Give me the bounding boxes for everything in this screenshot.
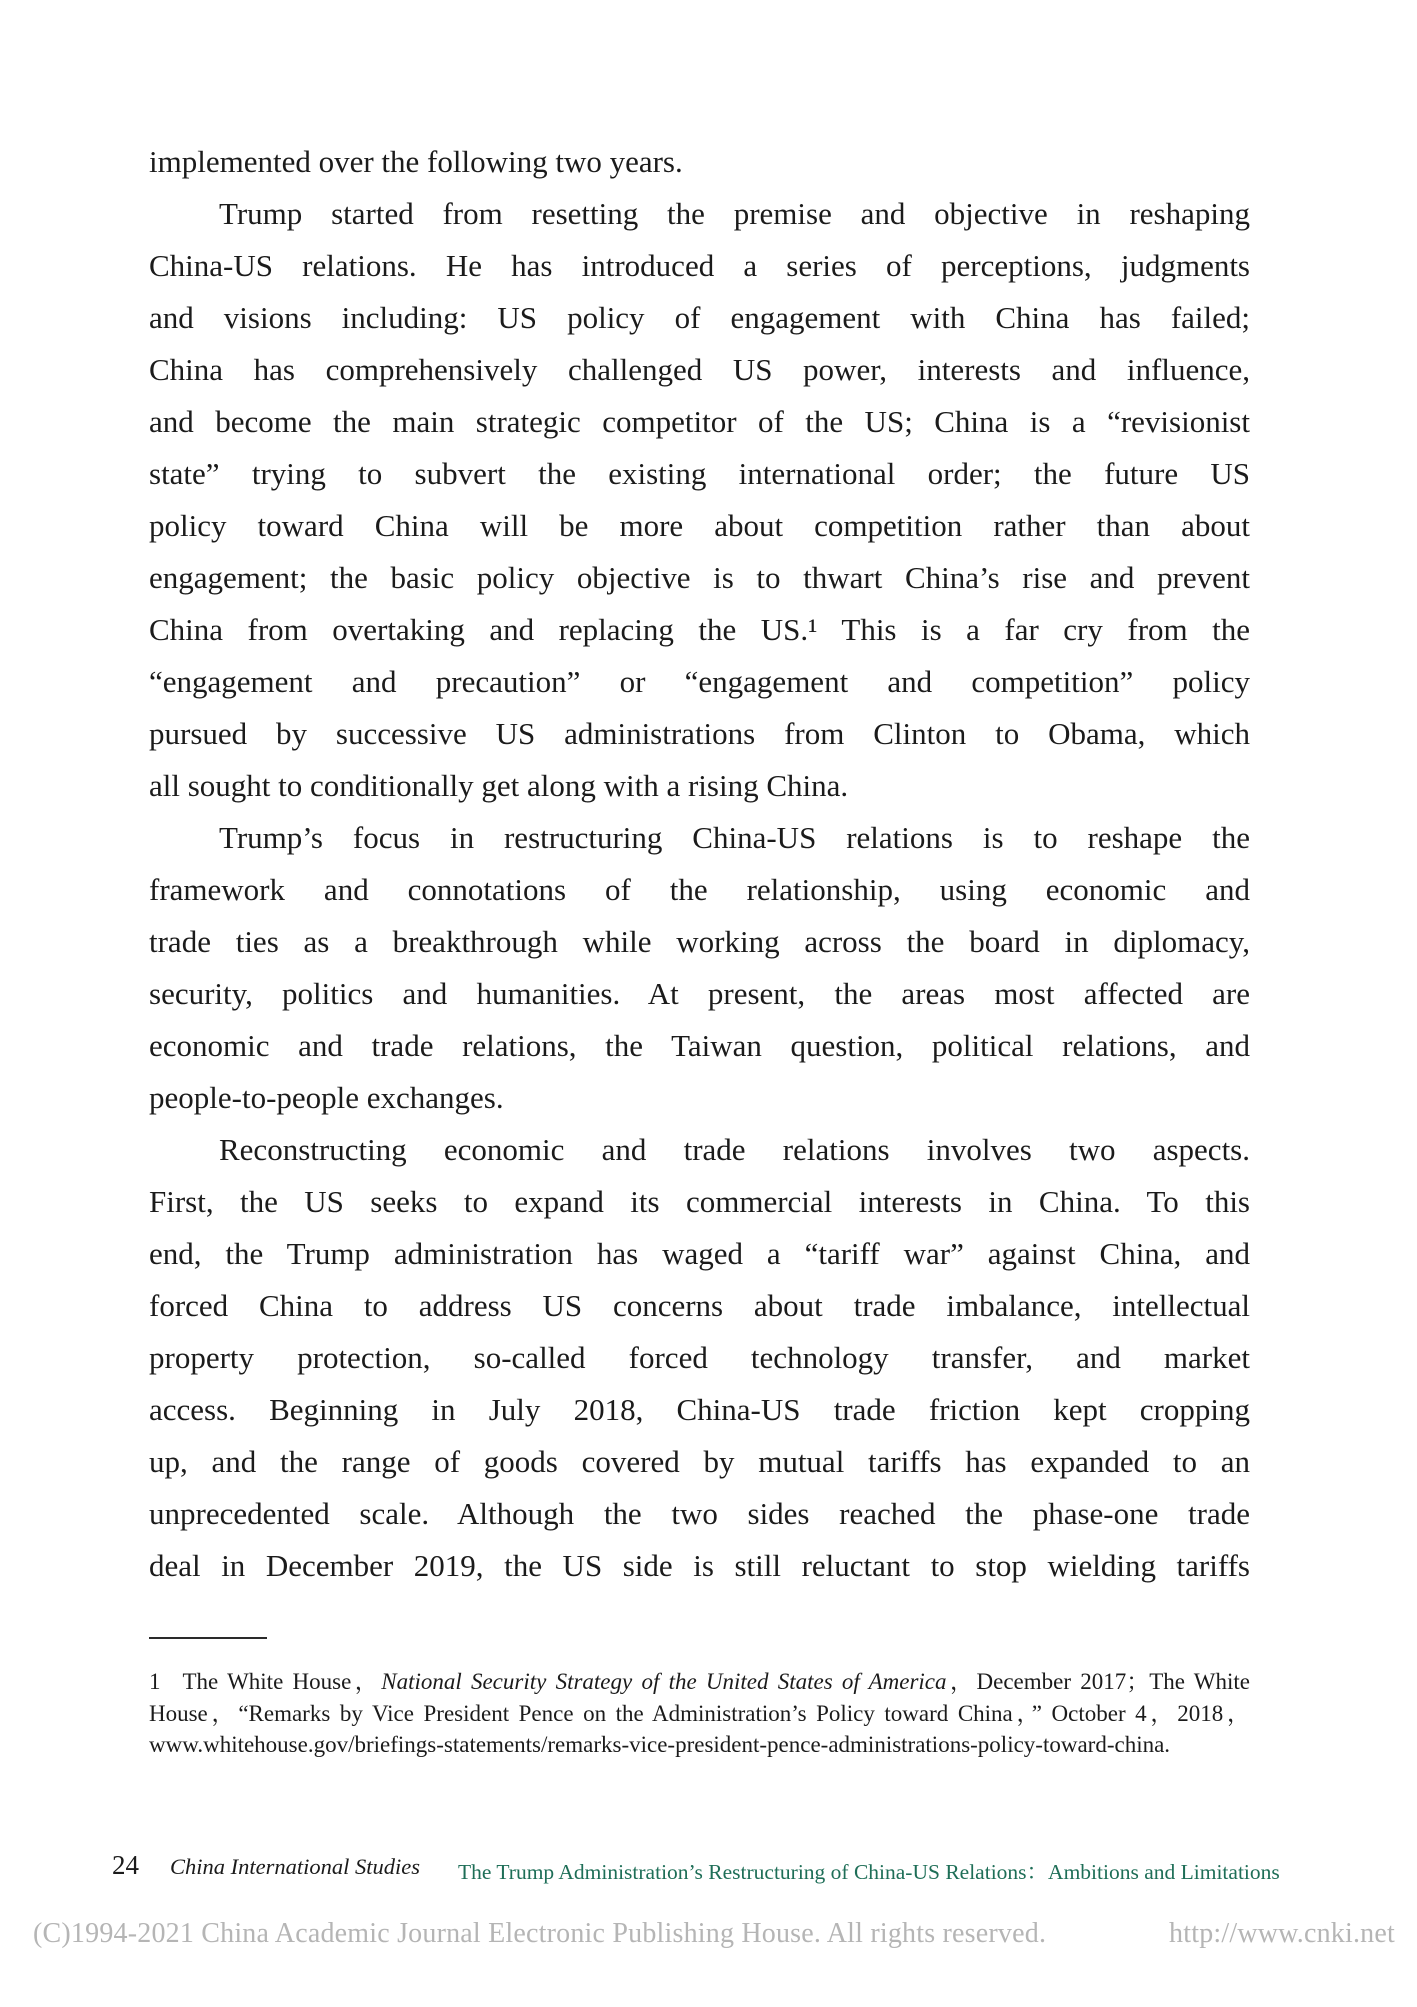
body-line: China-US relations. He has introduced a series of perceptions, judgments — [149, 248, 1250, 283]
body-line: framework and connotations of the relationship, using economic and — [149, 872, 1250, 907]
body-line: First, the US seeks to expand its commercial interests in China. To this — [149, 1184, 1250, 1219]
body-line: economic and trade relations, the Taiwan question, political relations, and — [149, 1028, 1250, 1063]
page-footer — [0, 1850, 1417, 1892]
footer-article-title: The Trump Administration’s Restructuring of China-US Relations：Ambitions and Limitations — [458, 1860, 1280, 1884]
body-line: state” trying to subvert the existing international order; the future US — [149, 456, 1250, 491]
body-line: policy toward China will be more about competition rather than about — [149, 508, 1250, 543]
footnote-divider — [149, 1637, 267, 1639]
body-line: Trump started from resetting the premise and objective in reshaping — [219, 196, 1250, 231]
body-line: and visions including: US policy of engagement with China has failed; — [149, 300, 1250, 335]
copyright-line — [33, 1918, 1395, 1950]
body-line: people-to-people exchanges. — [149, 1080, 504, 1115]
body-line: “engagement and precaution” or “engagement and competition” policy — [149, 664, 1250, 699]
footnote — [149, 1666, 1250, 1761]
body-line: deal in December 2019, the US side is still reluctant to stop wielding tariffs — [149, 1548, 1250, 1583]
body-line: up, and the range of goods covered by mutual tariffs has expanded to an — [149, 1444, 1250, 1479]
footnote-marker: 1 — [149, 1669, 161, 1694]
body-line: all sought to conditionally get along with a rising China. — [149, 768, 849, 803]
body-line: unprecedented scale. Although the two sides reached the phase-one trade — [149, 1496, 1250, 1531]
body-line: property protection, so-called forced technology transfer, and market — [149, 1340, 1250, 1375]
body-line: pursued by successive US administrations from Clinton to Obama, which — [149, 716, 1250, 751]
footnote-text-rest: ，December 2017；The White House，“Remarks by Vice President Pence on the Administration’s Policy toward China，” October 4，2018，www.whitehouse.gov/briefings-statements/remarks-vice-president-pence-administrations-policy-toward-china. — [149, 1669, 1250, 1757]
copyright-text: (C)1994-2021 China Academic Journal Electronic Publishing House. All rights reserved. — [33, 1918, 1047, 1949]
body-line: and become the main strategic competitor of the US; China is a “revisionist — [149, 404, 1250, 439]
body-line: access. Beginning in July 2018, China-US trade friction kept cropping — [149, 1392, 1250, 1427]
page-number: 24 — [112, 1850, 139, 1880]
body-line: implemented over the following two years. — [149, 144, 683, 179]
copyright-url: http://www.cnki.net — [1169, 1918, 1395, 1949]
footnote-book-title: National Security Strategy of the United States of America — [381, 1669, 947, 1694]
body-line: trade ties as a breakthrough while working across the board in diplomacy, — [149, 924, 1250, 959]
body-line: end, the Trump administration has waged a “tariff war” against China, and — [149, 1236, 1250, 1271]
body-line: engagement; the basic policy objective is to thwart China’s rise and prevent — [149, 560, 1250, 595]
article-body — [149, 136, 1250, 1592]
body-line: Reconstructing economic and trade relations involves two aspects. — [219, 1132, 1250, 1167]
journal-name: China International Studies — [170, 1854, 420, 1879]
body-line: China from overtaking and replacing the US.¹ This is a far cry from the — [149, 612, 1250, 647]
body-line: forced China to address US concerns about trade imbalance, intellectual — [149, 1288, 1250, 1323]
footnote-text-lead: The White House， — [182, 1669, 382, 1694]
body-line: China has comprehensively challenged US power, interests and influence, — [149, 352, 1250, 387]
body-line: security, politics and humanities. At present, the areas most affected are — [149, 976, 1250, 1011]
body-line: Trump’s focus in restructuring China-US relations is to reshape the — [219, 820, 1250, 855]
